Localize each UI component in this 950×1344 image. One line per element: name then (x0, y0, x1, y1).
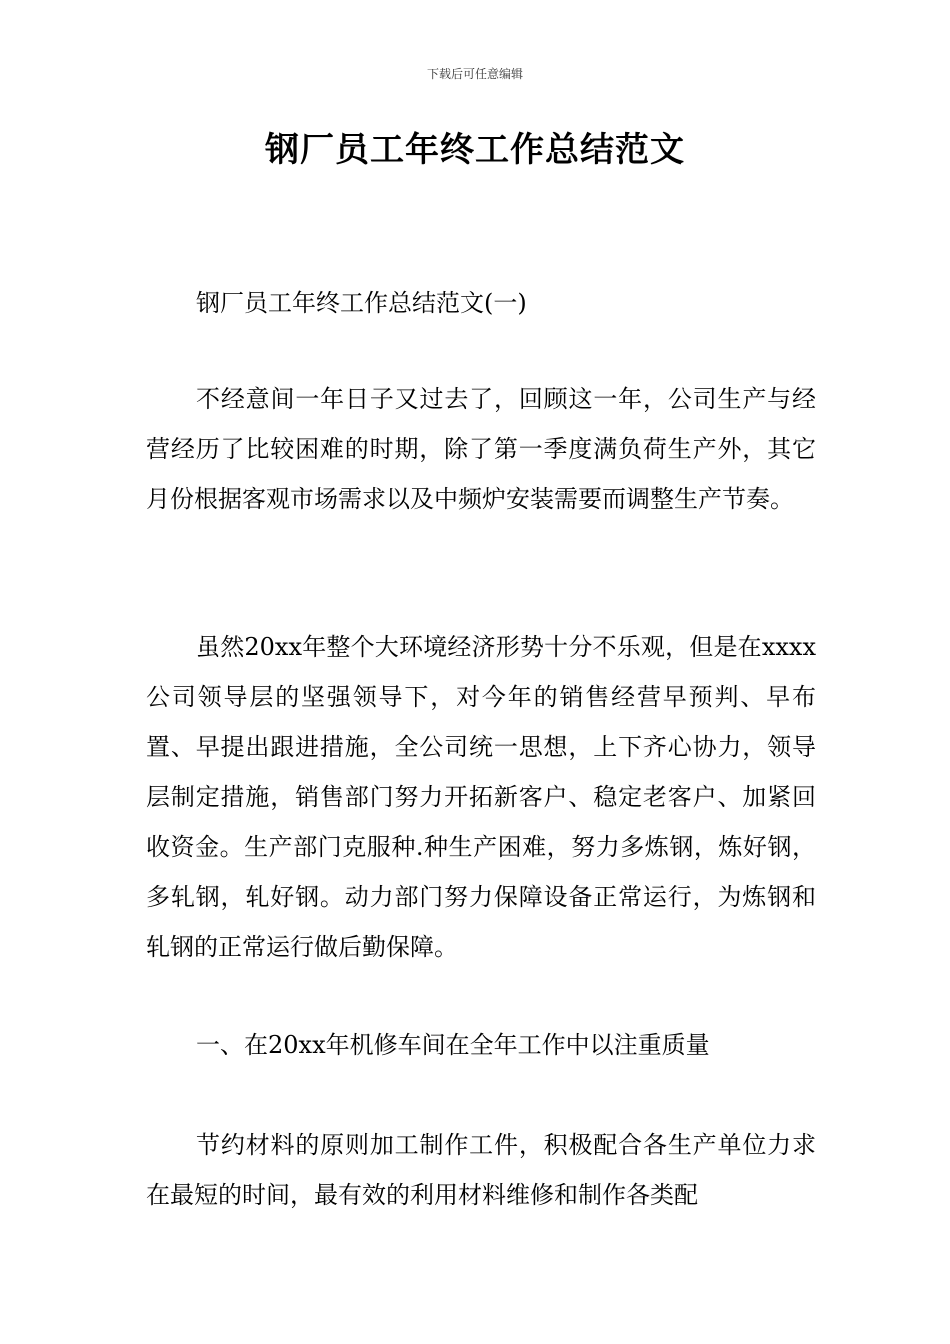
document-title: 钢厂员工年终工作总结范文 (265, 130, 685, 170)
paragraph-2: 虽然20xx年整个大环境经济形势十分不乐观，但是在xxxx公司领导层的坚强领导下，对今年的销售经营早预判、早布置、早提出跟进措施，全公司统一思想，上下齐心协力，领导层制定措施，销售部门努力开拓新客户、稳定老客户、加紧回收资金。生产部门克服种.种生产困难，努力多炼钢，炼好钢，多轧钢，轧好钢。动力部门努力保障设备正常运行，为炼钢和轧钢的正常运行做后勤保障。 (146, 633, 816, 961)
paragraph-4: 节约材料的原则加工制作工件，积极配合各生产单位力求在最短的时间，最有效的利用材料维修和制作各类配 (146, 1131, 816, 1209)
paragraph-3: 一、在20xx年机修车间在全年工作中以注重质量 (196, 1031, 710, 1059)
section-subheading: 钢厂员工年终工作总结范文(一) (196, 289, 527, 317)
header-note: 下载后可任意编辑 (426, 67, 523, 81)
paragraph-1: 不经意间一年日子又过去了，回顾这一年，公司生产与经营经历了比较困难的时期，除了第一季度满负荷生产外，其它月份根据客观市场需求以及中频炉安装需要而调整生产节奏。 (146, 385, 816, 513)
